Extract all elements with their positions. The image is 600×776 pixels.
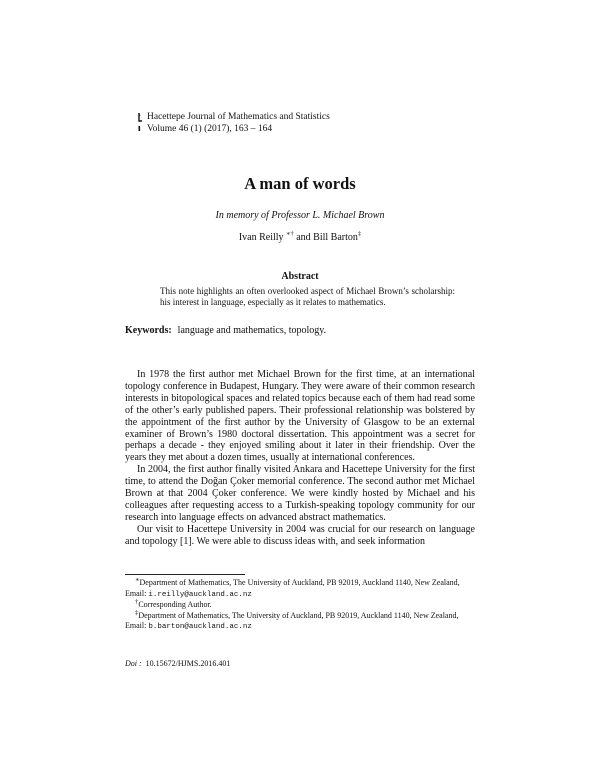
footnote-1: [125, 578, 475, 589]
author-conjunction: and: [296, 232, 311, 243]
body-text: [125, 369, 475, 548]
paper-title: A man of words: [244, 174, 356, 193]
footnote-3-mark: ‡: [135, 608, 139, 616]
abstract-heading: Abstract: [281, 271, 319, 282]
footnote-3: [125, 608, 475, 622]
body-paragraph: Our visit to Hacettepe University in 2004 was crucial for our research on language and topology [1]. We were able to discuss ideas with, and seek information: [125, 523, 475, 547]
footnote-1-email[interactable]: i.reilly@auckland.ac.nz: [148, 590, 252, 599]
keywords-label: Keywords:: [125, 325, 172, 336]
footnote-2-text: Corresponding Author.: [138, 600, 212, 609]
footnote-3-email-label: Email:: [125, 621, 147, 630]
footnote-1-email-line: [125, 589, 475, 601]
footnote-3-email-line: [125, 621, 475, 633]
footnote-3-text: Department of Mathematics, The University of Auckland, PB 92019, Auckland 1140, New Zealand,: [138, 610, 459, 620]
author-1-marks: ∗†: [286, 230, 294, 238]
journal-header: [147, 111, 330, 135]
body-paragraph: In 2004, the first author finally visited Ankara and Hacettepe University for the first time, to attend the Doğan Çoker memorial conference. The second author met Michael Brown at that 2004 Çoker conference. We were kindly hosted by Michael and his colleagues after requesting access to a Turkish-speaking topology community for our research into language effects on advanced abstract mathematics.: [125, 464, 475, 523]
footnotes: [125, 578, 475, 633]
journal-logo-icon: [138, 112, 144, 132]
footnote-1-text: Department of Mathematics, The University of Auckland, PB 92019, Auckland 1140, New Zealand,: [139, 578, 460, 587]
keywords-value: language and mathematics, topology.: [177, 325, 327, 336]
author-1: Ivan Reilly: [238, 232, 284, 243]
footnote-3-email[interactable]: b.barton@auckland.ac.nz: [148, 623, 252, 631]
journal-name: Hacettepe Journal of Mathematics and Statistics: [147, 112, 330, 122]
footnote-2: [125, 600, 475, 611]
doi-value[interactable]: 10.15672/HJMS.2016.401: [145, 659, 231, 668]
keywords-line: [125, 325, 326, 336]
author-line: [0, 232, 600, 243]
footnote-rule: [125, 574, 245, 575]
doi-label: Doi :: [125, 659, 142, 668]
footnote-1-email-label: Email:: [125, 588, 147, 598]
author-2: Bill Barton: [313, 232, 358, 243]
journal-volume: Volume 46 (1) (2017), 163 – 164: [147, 124, 273, 134]
doi-line: [125, 659, 230, 668]
body-paragraph: In 1978 the first author met Michael Brown for the first time, at an international topology conference in Budapest, Hungary. They were aware of their common research interests in bitopological spaces and related topics because each of them had read some of the other’s early published papers. Their professional relationship was bolstered by the appointment of the first author by the University of Glasgow to be an external examiner of Brown’s 1980 doctoral dissertation. This appointment was a secret for perhaps a decade - they enjoyed smiling about it later in their friendship. Over the years they met about a dozen times, usually at international conferences.: [125, 369, 475, 464]
author-2-marks: ‡: [357, 230, 362, 238]
footnote-1-mark: ∗: [135, 576, 140, 584]
paper-dedication: In memory of Professor L. Michael Brown: [215, 210, 385, 221]
footnote-2-mark: †: [135, 598, 139, 606]
abstract-text: This note highlights an often overlooked aspect of Michael Brown’s scholarship: his interest in language, especially as it relates to mathematics.: [160, 286, 455, 307]
